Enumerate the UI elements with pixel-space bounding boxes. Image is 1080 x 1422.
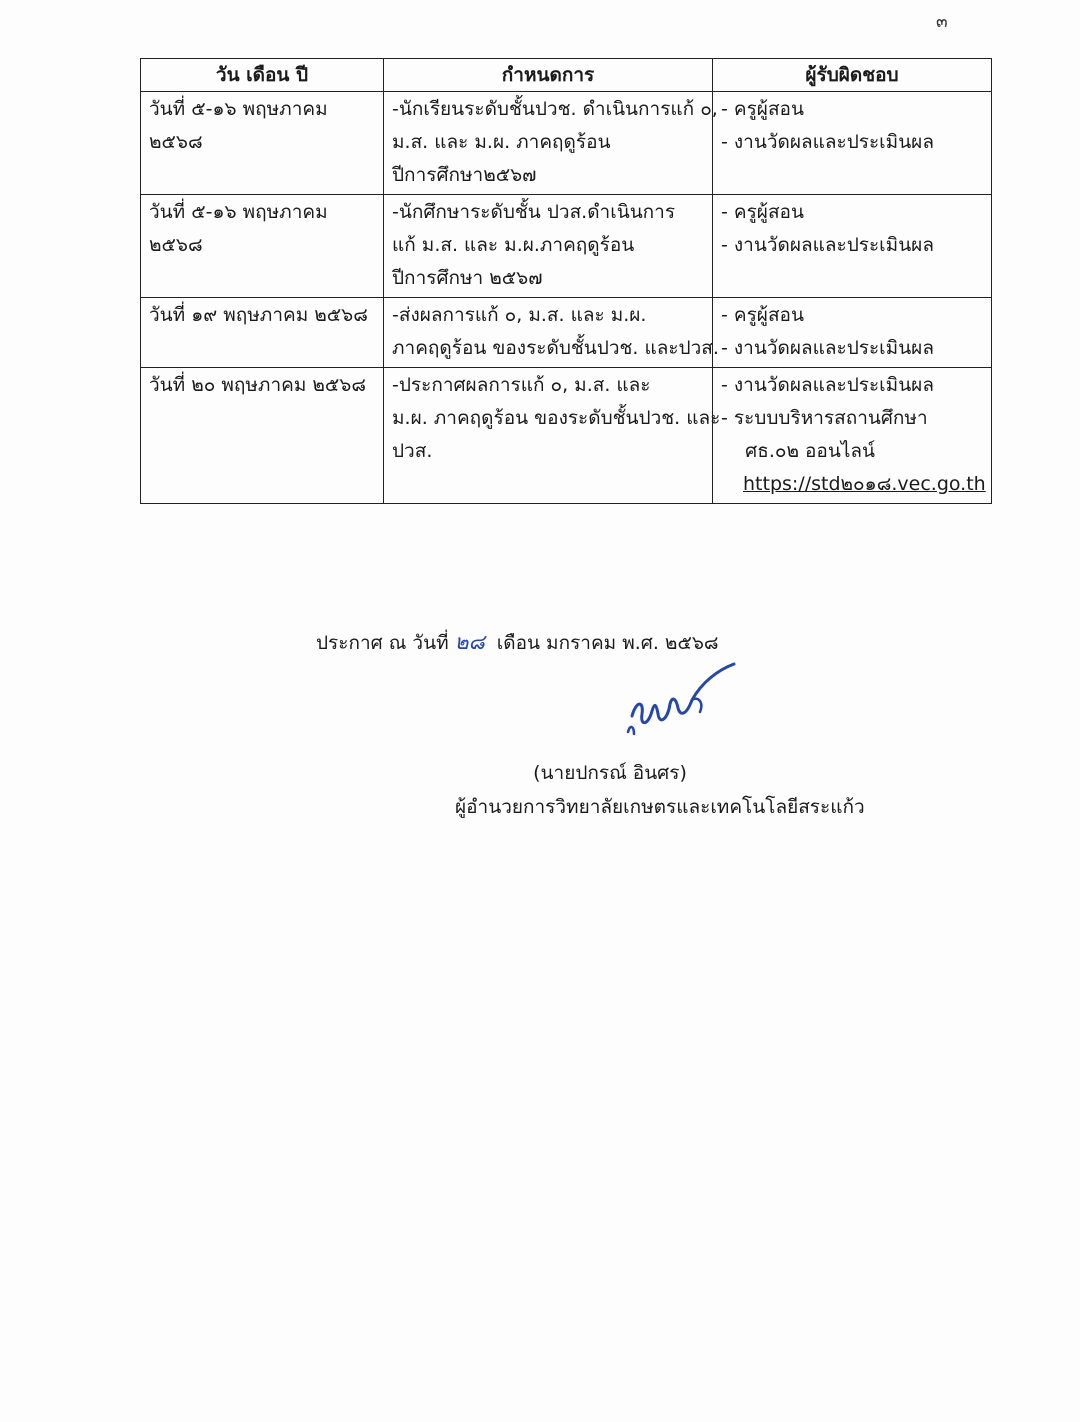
task-line: ม.ส. และ ม.ผ. ภาคฤดูร้อน xyxy=(392,131,611,153)
announcement-suffix: เดือน มกราคม พ.ศ. ๒๕๖๘ xyxy=(496,632,719,654)
responsible-line: - งานวัดผลและประเมินผล xyxy=(721,234,934,256)
date-line: วันที่ ๑๙ พฤษภาคม ๒๕๖๘ xyxy=(149,304,368,326)
announcement-line xyxy=(316,626,719,659)
announcement-prefix: ประกาศ ณ วันที่ xyxy=(316,632,449,654)
signature-image xyxy=(622,656,742,746)
announcement-day: ๒๘ xyxy=(454,630,485,654)
responsible-cell xyxy=(713,298,992,368)
date-cell xyxy=(141,368,384,504)
task-line: ภาคฤดูร้อน ของระดับชั้นปวช. และปวส. xyxy=(392,337,719,359)
date-line: ๒๕๖๘ xyxy=(149,131,203,153)
responsible-line: - ระบบบริหารสถานศึกษา xyxy=(721,407,928,429)
responsible-line: - ครูผู้สอน xyxy=(721,201,804,223)
signer-title: ผู้อำนวยการวิทยาลัยเกษตรและเทคโนโลยีสระแก้ว xyxy=(455,796,865,818)
task-cell xyxy=(384,298,719,368)
responsible-line: - ครูผู้สอน xyxy=(721,98,804,120)
responsible-line: - ครูผู้สอน xyxy=(721,304,804,326)
task-line: แก้ ม.ส. และ ม.ผ.ภาคฤดูร้อน xyxy=(392,234,635,256)
table-row xyxy=(141,92,992,195)
responsible-cell xyxy=(713,368,992,504)
task-line: -ส่งผลการแก้ ๐, ม.ส. และ ม.ผ. xyxy=(392,304,647,326)
signer-name: (นายปกรณ์ อินศร) xyxy=(533,762,687,784)
date-line: วันที่ ๒๐ พฤษภาคม ๒๕๖๘ xyxy=(149,374,367,396)
page-number: ๓ xyxy=(936,12,948,32)
task-line: ปีการศึกษา๒๕๖๗ xyxy=(392,164,537,186)
responsible-cell xyxy=(713,92,992,195)
header-responsible: ผู้รับผิดชอบ xyxy=(713,59,992,92)
task-line: ปีการศึกษา ๒๕๖๗ xyxy=(392,267,543,289)
task-line: -ประกาศผลการแก้ ๐, ม.ส. และ xyxy=(392,374,651,396)
table-row xyxy=(141,298,992,368)
task-line: ม.ผ. ภาคฤดูร้อน ของระดับชั้นปวช. และ xyxy=(392,407,721,429)
date-cell xyxy=(141,92,384,195)
date-line: วันที่ ๕-๑๖ พฤษภาคม xyxy=(149,201,328,223)
schedule-table xyxy=(140,58,992,504)
task-line: -นักเรียนระดับชั้นปวช. ดำเนินการแก้ ๐, xyxy=(392,98,718,120)
task-cell xyxy=(384,195,713,298)
responsible-line: ศธ.๐๒ ออนไลน์ xyxy=(721,440,876,462)
date-line: ๒๕๖๘ xyxy=(149,234,203,256)
responsible-line: - งานวัดผลและประเมินผล xyxy=(721,374,934,396)
responsible-line: - งานวัดผลและประเมินผล xyxy=(721,337,934,359)
header-task: กำหนดการ xyxy=(384,59,713,92)
task-line: -นักศึกษาระดับชั้น ปวส.ดำเนินการ xyxy=(392,201,676,223)
date-line: วันที่ ๕-๑๖ พฤษภาคม xyxy=(149,98,328,120)
responsible-line: - งานวัดผลและประเมินผล xyxy=(721,131,934,153)
table-row xyxy=(141,195,992,298)
task-cell xyxy=(384,92,718,195)
date-cell xyxy=(141,195,384,298)
date-cell xyxy=(141,298,384,368)
header-date: วัน เดือน ปี xyxy=(141,59,384,92)
responsible-cell xyxy=(713,195,992,298)
task-cell xyxy=(384,368,721,504)
table-row xyxy=(141,368,992,504)
task-line: ปวส. xyxy=(392,440,433,462)
std-system-link[interactable]: https://std๒๐๑๘.vec.go.th xyxy=(743,473,986,495)
table-header-row xyxy=(141,59,992,92)
